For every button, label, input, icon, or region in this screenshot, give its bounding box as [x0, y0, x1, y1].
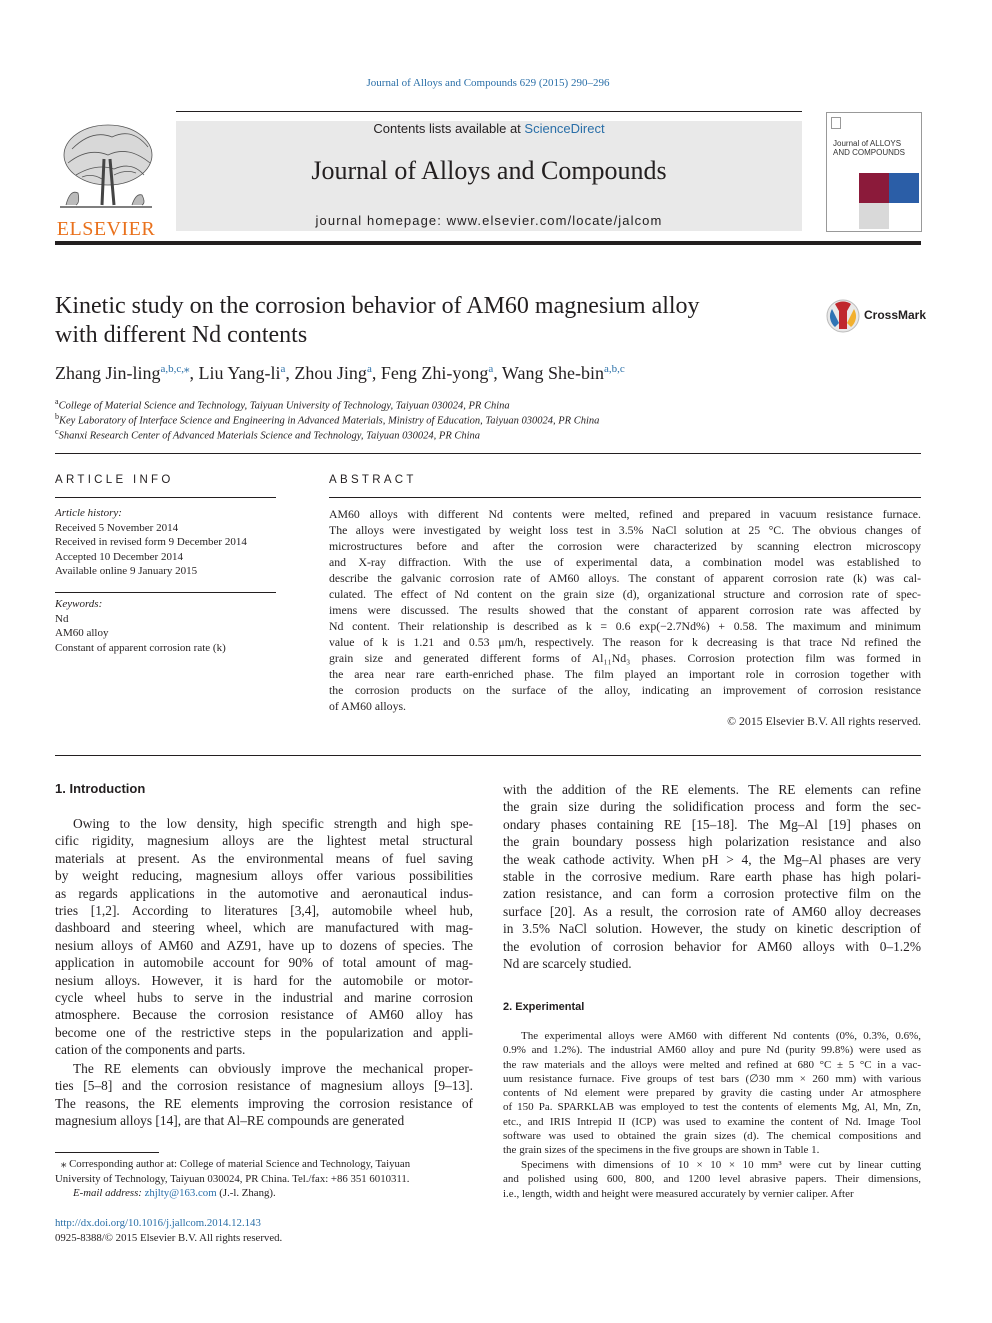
elsevier-tree-icon — [52, 119, 160, 215]
cover-logo-mark — [831, 117, 841, 129]
text-line: AM60 alloys with different Nd contents were melted, refined and prepared in vacuum resistance furnace. — [329, 507, 921, 521]
keyword: Nd — [55, 612, 69, 625]
cover-title: Journal of ALLOYS AND COMPOUNDS — [833, 139, 906, 157]
footnote-line: ⁎ Corresponding author at: College of material Science and Technology, Taiyuan — [61, 1158, 411, 1170]
text-line: describe the galvanic corrosion rate of AM60 alloys. The constant of apparent corrosion rate (k) was cal- — [329, 571, 921, 585]
doi-link[interactable]: http://dx.doi.org/10.1016/j.jallcom.2014.12.143 — [55, 1217, 261, 1229]
article-info-heading: ARTICLE INFO — [55, 474, 174, 486]
elsevier-logo[interactable] — [52, 119, 160, 240]
author-name[interactable]: Liu Yang-li — [198, 363, 281, 383]
affiliation-sup: b — [55, 412, 59, 421]
text-line: 0.9% and 1.2%). The industrial AM60 alloy and pure Nd (purity 99.8%) were used as — [503, 1044, 921, 1057]
text-line: the weak cathode activity. When pH > 4, the Mg–Al phases are very — [503, 851, 921, 867]
intro-paragraph-3 — [503, 781, 921, 972]
text-line: surface [20]. As a result, the corrosion rate of AM60 alloy decreases — [503, 903, 921, 919]
article-info-rule — [55, 592, 276, 593]
author-name[interactable]: Feng Zhi-yong — [380, 363, 489, 383]
affiliation-text: Shanxi Research Center of Advanced Materials Science and Technology, Taiyuan 030024, PR China — [58, 430, 481, 442]
doi-block — [55, 1216, 475, 1245]
text-line: the grain boundary possess high polarization resistance and also — [503, 834, 921, 850]
author-name[interactable]: Zhang Jin-ling — [55, 363, 161, 383]
crossmark-icon — [826, 299, 860, 333]
author-affiliation-sup[interactable]: a,b,c — [603, 363, 625, 375]
section-rule — [55, 453, 921, 454]
text-line: The RE elements can obviously improve the mechanical proper- — [73, 1061, 473, 1076]
text-line: Nd content. Their relationship is described as k = 0.6 exp(−2.7Nd%) + 0.58. The maximum and minimum — [329, 619, 921, 633]
text-line: the grain size during the solidification process and form the sec- — [503, 799, 921, 815]
text-line: Owing to the low density, high specific strength and high spe- — [73, 816, 473, 831]
text-line: imens were discussed. The results showed that the constant of apparent corrosion rate was affected by — [329, 603, 921, 617]
contents-prefix: Contents lists available at — [373, 121, 525, 136]
text-line: cycle wheel hubs to serve in the industrial and marine corrosion — [55, 990, 473, 1006]
text-line: grain size and generated different forms of Al₁₁Nd₃ phases. Corrosion protection film was formed in — [329, 651, 921, 665]
keywords-label: Keywords: — [55, 598, 103, 610]
text-line: The reasons, the RE elements improving the corrosion resistance of — [55, 1095, 473, 1111]
journal-citation[interactable]: Journal of Alloys and Compounds 629 (2015) 290–296 — [366, 77, 610, 89]
crossmark-label: CrossMark — [864, 308, 927, 322]
text-line: culated. The effect of Nd content on the grain size (d), organizational structure and corrosion rate of spec- — [329, 587, 921, 601]
text-line: of 150 Pa. SPARKLAB was employed to test the contents of elements Mg, Al, Mn, Zn, — [503, 1101, 921, 1114]
affiliation-text: College of Material Science and Technology, Taiyuan University of Technology, Taiyuan 030024, PR China — [58, 400, 510, 412]
crossmark-badge[interactable] — [826, 298, 927, 334]
title-line-1: Kinetic study on the corrosion behavior of AM60 magnesium alloy — [55, 293, 700, 319]
author-affiliation-sup[interactable]: a — [488, 363, 494, 375]
section-heading-introduction: 1. Introduction — [55, 781, 146, 796]
text-line: the grain sizes of the specimens in the five groups are shown in Table 1. — [503, 1144, 820, 1157]
intro-paragraph-1 — [55, 815, 473, 1059]
text-line: The alloys were investigated by weight loss test in 3.5% NaCl solution at 25 °C. The obvious changes of — [329, 523, 921, 537]
text-line: i.e., length, width and height were measured accurately by vernier caliper. After — [503, 1187, 854, 1200]
affiliation — [55, 425, 915, 444]
text-line: contents of Nd element were prepared by gravity die casting under Ar atmosphere — [503, 1087, 921, 1100]
keyword: Constant of apparent corrosion rate (k) — [55, 641, 226, 654]
text-line: etc., and IRIS Intrepid II (ICP) was used to examine the content of Nd. Image Tool — [503, 1115, 921, 1128]
title-line-2: with different Nd contents — [55, 322, 308, 348]
abstract-heading: ABSTRACT — [329, 474, 417, 486]
text-line: by weight reducing, magnesium alloys offer various possibilities — [55, 868, 473, 884]
text-line: as regards applications in the automotive and aeronautical indus- — [55, 885, 473, 901]
copyright: © 2015 Elsevier B.V. All rights reserved. — [727, 714, 921, 728]
text-line: the corrosion products on the surface of the alloy, indicating an improvement of corrosion resistance — [329, 683, 921, 697]
email-label: E-mail address: — [73, 1187, 145, 1199]
sciencedirect-link[interactable]: ScienceDirect — [524, 121, 605, 136]
text-line: of AM60 alloys. — [329, 699, 407, 713]
article-info-rule — [55, 497, 276, 498]
abstract-rule — [329, 497, 921, 498]
article-history — [55, 506, 285, 579]
experimental-paragraph-2 — [503, 1158, 921, 1201]
text-line: and X-ray diffraction. With the use of experimental data, a combination model was established to — [329, 555, 921, 569]
text-line: nesium alloys. However, it is hard for the automobile or motor- — [55, 972, 473, 988]
text-line: Nd are scarcely studied. — [503, 956, 632, 972]
text-line: tries [1,2]. According to literatures [3,4], automobile wheel hub, — [55, 903, 473, 919]
text-line: zation resistance, and can form a corrosion protective film on the — [503, 886, 921, 902]
article-title — [55, 292, 795, 350]
text-line: the area near rare earth-enriched phase. The film played an important role in corrosion together with — [329, 667, 921, 681]
text-line: materials at present. As the environmental means of fuel saving — [55, 850, 473, 866]
text-line: microstructures before and after the corrosion were characterized by scanning electron microscopy — [329, 539, 921, 553]
text-line: stable in the corrosive medium. Rare earth phase has high polari- — [503, 869, 921, 885]
text-line: the evolution of corrosion behavior for AM60 alloys with 0–1.2% — [503, 938, 921, 954]
history-label: Article history: — [55, 507, 122, 519]
journal-name: Journal of Alloys and Compounds — [311, 156, 667, 185]
text-line: nesium alloys of AM60 and AZ91, have up to dozens of species. The — [55, 937, 473, 953]
history-item: Available online 9 January 2015 — [55, 565, 198, 577]
author-list: Zhang Jin-ling$^{a,b,c,⁎}$, Liu Yang-$li^a$, Zhou Jing$^a$, Feng Zhi-yong$^a$, Wang She-bin$^{a,b,c}$ — [55, 363, 625, 383]
text-line: ties [5–8] and the corrosion resistance of magnesium alloys [9–13]. — [55, 1078, 473, 1094]
text-line: the raw materials and the alloys were melted and refined at 680 °C ± 5 °C in a vac- — [503, 1058, 921, 1071]
text-line: with the addition of the RE elements. The RE elements can refine — [503, 782, 921, 797]
experimental-paragraph-1 — [503, 1029, 921, 1158]
homepage-prefix: journal homepage: — [315, 213, 447, 228]
elsevier-wordmark: ELSEVIER — [56, 218, 156, 240]
text-line: in 3.5% NaCl solution. However, the study on kinetic description of — [503, 921, 921, 937]
affiliation-sup: c — [55, 427, 59, 436]
text-line: atmosphere. Because the corrosion resistance of AM60 alloy has — [55, 1007, 473, 1023]
history-item: Received 5 November 2014 — [55, 521, 179, 534]
text-line: and polished using 600, 800, and 1200 level abrasive papers. Their dimensions, — [503, 1173, 921, 1186]
history-item: Accepted 10 December 2014 — [55, 550, 183, 563]
keyword: AM60 alloy — [55, 627, 109, 639]
header-rule — [176, 111, 802, 112]
text-line: software was used to obtained the grain sizes (d). The chemical compositions and — [503, 1130, 921, 1143]
cover-block-grey — [859, 203, 889, 229]
text-line: dashboard and steering wheel, which are manufactured with mag- — [55, 920, 473, 936]
text-line: value of k is 1.21 and 0.53 μm/h, respectively. The reason for k decreasing is that trace Nd refined the — [329, 635, 921, 649]
affiliation-sup: a — [55, 397, 59, 406]
intro-paragraph-2 — [55, 1060, 473, 1130]
text-line: cation of the components and parts. — [55, 1042, 246, 1058]
text-line: uum resistance furnace. Five groups of test bars (∅30 mm × 260 mm) with various — [503, 1072, 921, 1085]
text-line: The experimental alloys were AM60 with different Nd contents (0%, 0.3%, 0.6%, — [521, 1030, 921, 1042]
homepage-link[interactable]: www.elsevier.com/locate/jalcom — [446, 213, 663, 228]
author-affiliation-sup[interactable]: a — [366, 363, 372, 375]
keywords — [55, 597, 285, 655]
text-line: application in automobile account for 90% of total amount of mag- — [55, 955, 473, 971]
history-item: Received in revised form 9 December 2014 — [55, 536, 247, 548]
text-line: cific rigidity, magnesium alloys are the lightest metal structural — [55, 833, 473, 849]
journal-homepage — [176, 213, 802, 228]
email-link[interactable]: zhjlty@163.com — [144, 1187, 217, 1199]
text-line: become one of the restrictive steps in the popularization and appli- — [55, 1024, 473, 1040]
email-suffix: (J.-l. Zhang). — [216, 1187, 276, 1199]
section-rule — [55, 755, 921, 756]
header-bottom-rule — [55, 241, 921, 245]
contents-line — [176, 121, 802, 136]
cover-block-red — [859, 173, 889, 203]
section-heading-experimental: 2. Experimental — [503, 1001, 585, 1013]
text-line: Specimens with dimensions of 10 × 10 × 10 mm³ were cut by linear cutting — [521, 1159, 921, 1171]
issn-line: 0925-8388/© 2015 Elsevier B.V. All rights reserved. — [55, 1231, 283, 1244]
cover-block-blue — [889, 173, 919, 203]
author-affiliation-sup[interactable]: a,b,c,⁎ — [160, 363, 190, 375]
footnote-line: University of Technology, Taiyuan 030024, PR China. Tel./fax: +86 351 6010311. — [55, 1172, 410, 1185]
corresponding-author-footnote — [55, 1157, 475, 1201]
abstract-body — [329, 506, 921, 714]
text-line: magnesium alloys [14], are that Al–RE compounds are generated — [55, 1113, 405, 1129]
journal-cover-thumbnail[interactable] — [826, 112, 922, 232]
affiliation-text: Key Laboratory of Interface Science and Engineering in Advanced Materials, Ministry of Education, Taiyuan 030024, PR China — [59, 415, 600, 427]
author-name[interactable]: Zhou Jing — [294, 363, 367, 383]
author-affiliation-sup[interactable]: a — [280, 363, 286, 375]
text-line: ondary phases containing RE [15–18]. The Mg–Al [19] phases on — [503, 816, 921, 832]
author-name[interactable]: Wang She-bin — [501, 363, 604, 383]
footnote-rule — [55, 1152, 159, 1153]
